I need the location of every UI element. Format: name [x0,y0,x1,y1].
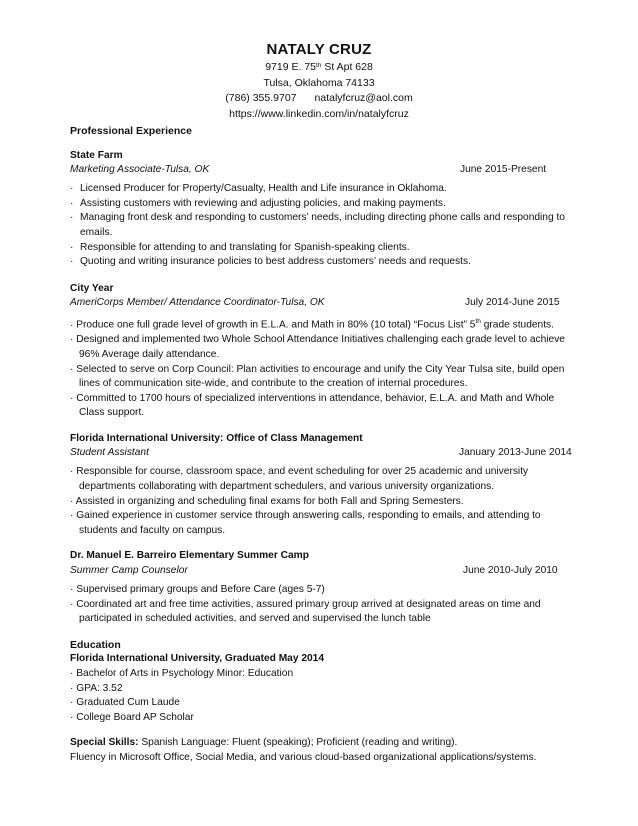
contact-line [0,91,638,107]
bullet-item: · Graduated Cum Laude [70,696,574,711]
email-address: natalyfcruz@aol.com [314,92,413,104]
address-line [0,60,638,76]
job-role-line [70,296,574,311]
job-role-line [70,446,574,461]
bullet-item: · Responsible for attending to and translating for Spanish-speaking clients. [70,241,574,256]
phone-number: (786) 355.9707 [225,92,297,104]
job-dates: June 2015-Present [460,164,547,176]
special-skills-text: Spanish Language: Fluent (speaking); Proficient (reading and writing). [138,737,458,749]
job-org: Dr. Manuel E. Barreiro Elementary Summer Camp [70,550,309,562]
bullet-item: · Supervised primary groups and Before Care (ages 5-7) [70,583,574,598]
education-school: Florida International University, Graduated May 2014 [70,653,325,665]
ordinal-suffix: th [475,318,481,326]
job-org: Florida International University: Office of Class Management [70,432,363,444]
bullet-item: · Assisted in organizing and scheduling final exams for both Fall and Spring Semesters. [70,495,574,510]
bullet-item [70,315,574,333]
city-line: Tulsa, Oklahoma 74133 [263,76,375,89]
bullet-item: · Quoting and writing insurance policies to best address customers’ needs and requests. [70,255,574,270]
bullet-item: · Designed and implemented two Whole School Attendance Initiatives challenging each grade level to achieve 96% Average daily attendance. [70,333,574,362]
job-dates: July 2014-June 2015 [465,297,560,309]
bullet-item: · Bachelor of Arts in Psychology Minor: Education [70,667,574,682]
address-street: St Apt 628 [321,61,373,73]
job-role: Marketing Associate-Tulsa, OK [70,164,210,176]
special-skills [70,736,574,765]
job-role-line [70,163,574,178]
job-bullets [70,182,574,270]
job-role-line [70,564,574,579]
bullet-text: Produce one full grade level of growth in E.L.A. and Math in 80% (10 total) “Focus List” 5 [76,319,476,331]
job-dates: January 2013-June 2014 [459,447,572,459]
candidate-name: NATALY CRUZ [266,41,372,58]
bullet-text: grade students. [480,319,554,331]
bullet-item: · Licensed Producer for Property/Casualty, Health and Life insurance in Oklahoma. [70,182,574,197]
bullet-item: · Coordinated art and free time activities, assured primary group arrived at designated areas on time and participated in scheduled activities, and served and supervised the lunch table [70,598,574,627]
job-bullets [70,465,574,538]
special-skills-label: Special Skills: [70,737,139,749]
job-bullets [70,583,574,627]
special-skills-line [70,736,574,751]
bullet-item: · College Board AP Scholar [70,711,574,726]
job-bullets [70,315,574,421]
job-org: State Farm [70,149,123,161]
job-role: Summer Camp Counselor [70,565,188,577]
address-ordinal: th [316,62,322,69]
job-org: City Year [70,282,114,294]
linkedin-url: https://www.linkedin.com/in/natalyfcruz [229,107,409,120]
section-title-education: Education [70,638,121,651]
bullet-item: · GPA: 3.52 [70,682,574,697]
job-role: AmeriCorps Member/ Attendance Coordinator-Tulsa, OK [70,297,325,309]
bullet-item: · Gained experience in customer service through answering calls, responding to emails, and attending to students and faculty on campus. [70,509,574,538]
bullet-item: · Responsible for course, classroom space, and event scheduling for over 25 academic and university departments collaborating with department schedulers, and various university organizations. [70,465,574,494]
address-number: 9719 E. 75 [265,61,316,73]
special-skills-line: Fluency in Microsoft Office, Social Media, and various cloud-based organizational applications/systems. [70,751,537,763]
job-role: Student Assistant [70,447,149,459]
bullet-item: · Committed to 1700 hours of specialized interventions in attendance, behavior, E.L.A. and Math and Whole Class support. [70,392,574,421]
resume-header [0,41,638,122]
bullet-item: · Assisting customers with reviewing and adjusting policies, and making payments. [70,197,574,212]
education-bullets [70,667,574,725]
bullet-item: · Managing front desk and responding to customers’ needs, including directing phone calls and responding to emails. [70,211,574,240]
job-dates: June 2010-July 2010 [463,565,558,577]
resume-body [70,124,574,766]
section-title-experience: Professional Experience [70,125,192,137]
bullet-item: · Selected to serve on Corp Council: Plan activities to encourage and unify the City Year Tulsa site, build open lines of communication site-wide, and contribute to the creation of internal procedures. [70,363,574,392]
